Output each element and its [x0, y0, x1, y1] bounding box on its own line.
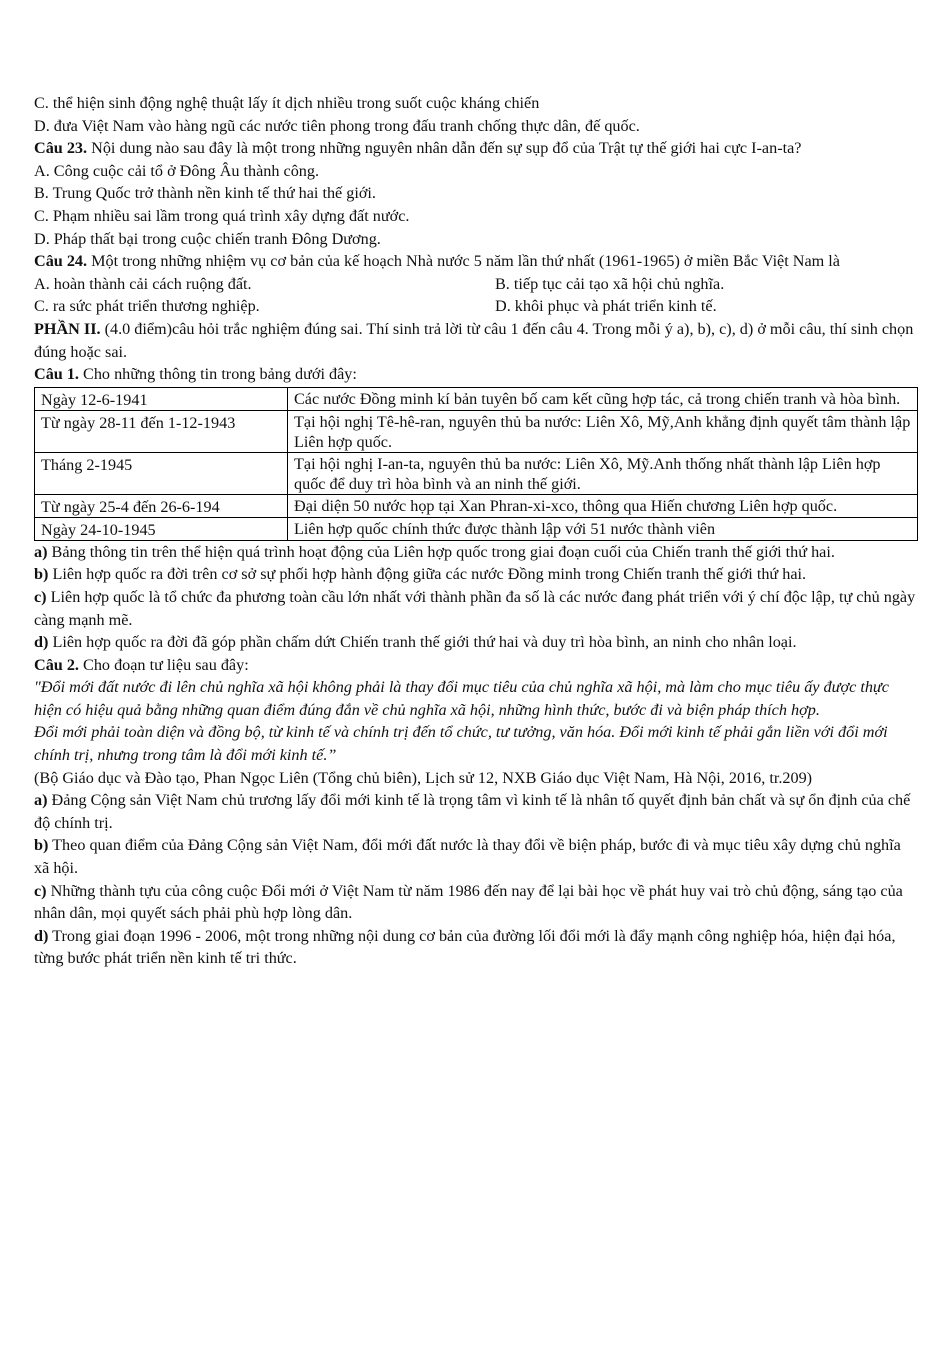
q22-option-c: C. thể hiện sinh động nghệ thuật lấy ít dịch nhiều trong suốt cuộc kháng chiến	[34, 94, 540, 112]
statement-text: Liên hợp quốc ra đời trên cơ sở sự phối hợp hành động giữa các nước Đồng minh trong Chiến tranh thế giới thứ hai.	[48, 565, 807, 584]
s1-statement-b	[34, 563, 918, 586]
question-23-number: Câu 23.	[34, 139, 88, 158]
q24-option-b: B. tiếp tục cải tạo xã hội chủ nghĩa.	[495, 274, 725, 293]
table-row	[35, 517, 918, 540]
table-cell-date: Từ ngày 25-4 đến 26-6-194	[35, 494, 288, 517]
s2-statement-d	[34, 925, 918, 970]
s1-number: Câu 1.	[34, 365, 79, 384]
part-2-heading	[34, 318, 918, 363]
table-cell-event: Tại hội nghị I-an-ta, nguyên thủ ba nước: Liên Xô, Mỹ.Anh thống nhất thành lập Liên hợp quốc để duy trì hòa bình và an ninh thế giới.	[288, 452, 918, 494]
question-24-text: Một trong những nhiệm vụ cơ bản của kế hoạch Nhà nước 5 năm lần thứ nhất (1961-1965) ở miền Bắc Việt Nam là	[87, 252, 840, 271]
statement-text: Đảng Cộng sản Việt Nam chủ trương lấy đổi mới kinh tế là trọng tâm vì kinh tế là nhân tố quyết định bản chất và sự ổn định của chế độ chính trị.	[34, 791, 911, 832]
s2-source-citation: (Bộ Giáo dục và Đào tạo, Phan Ngọc Liên (Tổng chủ biên), Lịch sử 12, NXB Giáo dục Việt Nam, Hà Nội, 2016, tr.209)	[34, 768, 813, 787]
s1-statement-d	[34, 631, 918, 654]
statement-text: Trong giai đoạn 1996 - 2006, một trong những nội dung cơ bản của đường lối đổi mới là đẩy mạnh công nghiệp hóa, hiện đại hóa, từng bước phát triển nền kinh tế tri thức.	[34, 926, 896, 968]
statement-label: d)	[34, 926, 49, 945]
statement-label: b)	[34, 836, 49, 855]
un-timeline-table	[34, 387, 918, 541]
question-23	[34, 137, 918, 160]
table-cell-date: Tháng 2-1945	[35, 452, 288, 494]
table-row	[35, 387, 918, 410]
s1-statement-c	[34, 586, 918, 631]
q24-options-row-2	[34, 295, 918, 318]
statement-text: Những thành tựu của công cuộc Đổi mới ở Việt Nam từ năm 1986 đến nay để lại bài học về phát huy vai trò chủ động, sáng tạo của nhân dân, mọi quyết sách phải phù hợp lòng dân.	[34, 881, 903, 923]
question-24	[34, 250, 918, 273]
table-cell-date: Ngày 24-10-1945	[35, 517, 288, 540]
statement-label: d)	[34, 633, 49, 652]
s2-quote-paragraph-2: Đổi mới phải toàn diện và đồng bộ, từ kinh tế và chính trị đến tổ chức, tư tưởng, văn hóa. Đổi mới kinh tế phải gắn liền với đổi mới chính trị, nhưng trong tâm là đổi mới kinh tế.”	[34, 723, 888, 765]
q24-option-c: C. ra sức phát triển thương nghiệp.	[34, 297, 260, 316]
statement-label: a)	[34, 542, 48, 561]
q23-option-c: C. Phạm nhiều sai lầm trong quá trình xây dựng đất nước.	[34, 206, 410, 225]
question-24-number: Câu 24.	[34, 252, 88, 271]
q24-option-d: D. khôi phục và phát triển kinh tế.	[495, 297, 717, 316]
document-page	[34, 92, 918, 970]
table-cell-event: Liên hợp quốc chính thức được thành lập với 51 nước thành viên	[288, 517, 918, 540]
table-row	[35, 452, 918, 494]
section2-question-1	[34, 363, 918, 386]
s1-text: Cho những thông tin trong bảng dưới đây:	[78, 365, 357, 384]
s2-number: Câu 2.	[34, 655, 79, 674]
table-cell-date: Từ ngày 28-11 đến 1-12-1943	[35, 410, 288, 452]
part-2-instructions: (4.0 điểm)câu hỏi trắc nghiệm đúng sai. Thí sinh trả lời từ câu 1 đến câu 4. Trong mỗi ý a), b), c), d) ở mỗi câu, thí sinh chọn đúng hoặc sai.	[34, 319, 914, 361]
q23-option-d: D. Pháp thất bại trong cuộc chiến tranh Đông Dương.	[34, 229, 381, 248]
statement-label: a)	[34, 791, 48, 810]
section2-question-2	[34, 654, 918, 677]
table-cell-event: Các nước Đồng minh kí bản tuyên bố cam kết cũng hợp tác, cả trong chiến tranh và hòa bình.	[288, 387, 918, 410]
q24-option-a: A. hoàn thành cải cách ruộng đất.	[34, 274, 252, 293]
table-row	[35, 494, 918, 517]
statement-text: Bảng thông tin trên thể hiện quá trình hoạt động của Liên hợp quốc trong giai đoạn cuối của Chiến tranh thế giới thứ hai.	[47, 542, 835, 561]
s2-statement-c	[34, 880, 918, 925]
q23-option-b: B. Trung Quốc trở thành nền kinh tế thứ hai thế giới.	[34, 184, 376, 203]
statement-text: Liên hợp quốc ra đời đã góp phần chấm dứt Chiến tranh thế giới thứ hai và duy trì hòa bình, an ninh cho nhân loại.	[48, 633, 797, 652]
statement-label: c)	[34, 881, 47, 900]
statement-text: Liên hợp quốc là tổ chức đa phương toàn cầu lớn nhất với thành phần đa số là các nước đang phát triển với ý chí độc lập, tự chủ ngày càng mạnh mẽ.	[34, 587, 916, 629]
s2-statement-a	[34, 789, 918, 834]
table-row	[35, 410, 918, 452]
q23-option-a: A. Công cuộc cải tổ ở Đông Âu thành công.	[34, 161, 320, 180]
s2-statement-b	[34, 834, 918, 879]
table-cell-event: Tại hội nghị Tê-hê-ran, nguyên thủ ba nước: Liên Xô, Mỹ,Anh khẳng định quyết tâm thành lập Liên hợp quốc.	[288, 410, 918, 452]
statement-text: Theo quan điểm của Đảng Cộng sản Việt Nam, đổi mới đất nước là thay đổi về biện pháp, bước đi và mục tiêu xây dựng chủ nghĩa xã hội.	[34, 836, 901, 878]
q22-option-d: D. đưa Việt Nam vào hàng ngũ các nước tiên phong trong đấu tranh chống thực dân, đế quốc.	[34, 116, 640, 135]
part-2-title: PHẦN II.	[34, 319, 101, 338]
s2-quote-paragraph-1: "Đổi mới đất nước đi lên chủ nghĩa xã hội không phải là thay đổi mục tiêu của chủ nghĩa xã hội, mà làm cho mục tiêu ấy được thực hiện có hiệu quả bằng những quan điểm đúng đắn về chủ nghĩa xã hội, những hình thức, bước đi và biện pháp thích hợp.	[34, 678, 889, 719]
table-cell-event: Đại diện 50 nước họp tại Xan Phran-xi-xco, thông qua Hiến chương Liên hợp quốc.	[288, 494, 918, 517]
question-23-text: Nội dung nào sau đây là một trong những nguyên nhân dẫn đến sự sụp đổ của Trật tự thế giới hai cực I-an-ta?	[87, 139, 802, 158]
q24-options-row-1	[34, 273, 918, 296]
s2-text: Cho đoạn tư liệu sau đây:	[78, 655, 249, 674]
statement-label: c)	[34, 587, 47, 606]
s1-statement-a	[34, 541, 918, 564]
table-cell-date: Ngày 12-6-1941	[35, 387, 288, 410]
statement-label: b)	[34, 565, 49, 584]
